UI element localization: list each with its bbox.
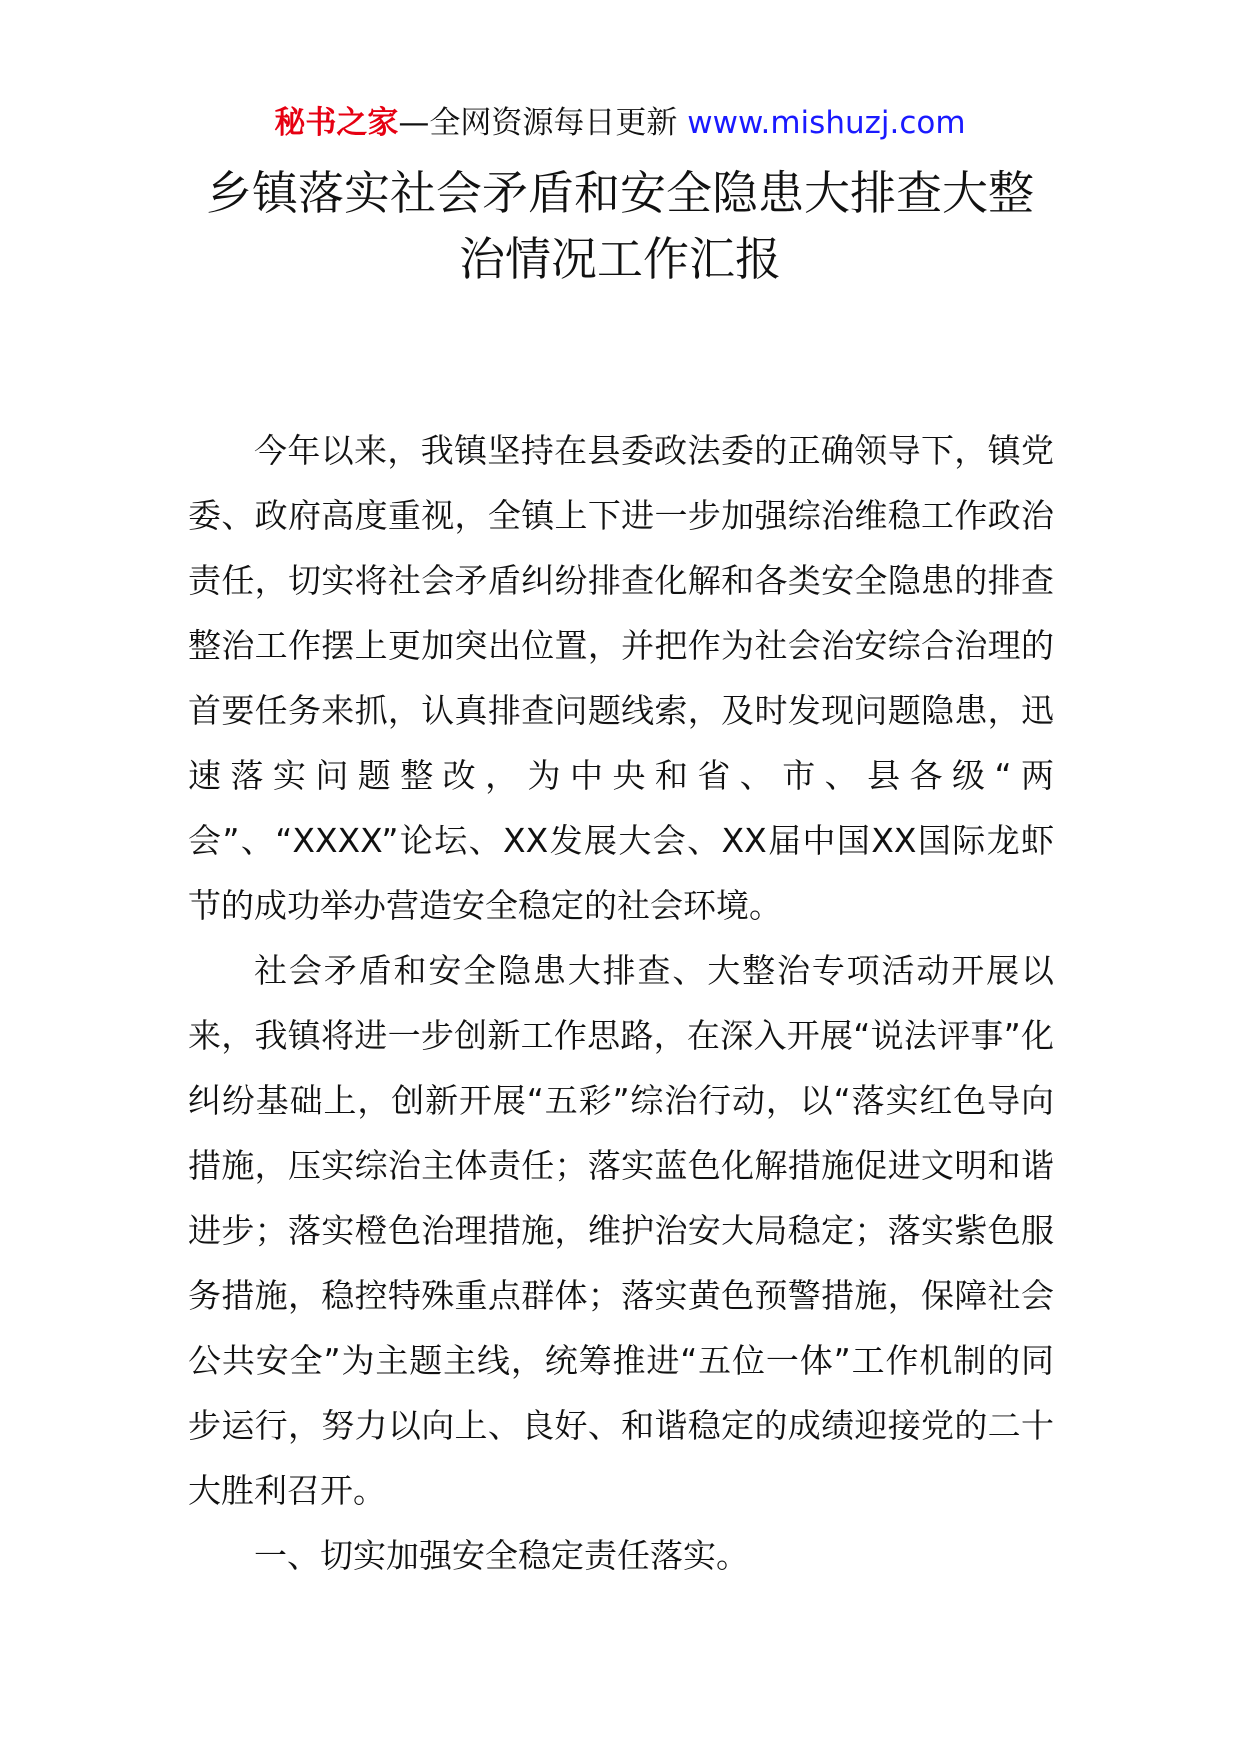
document-body	[188, 418, 1054, 1588]
site-header	[0, 102, 1240, 144]
site-brand: 秘书之家	[274, 105, 399, 141]
body-paragraph-1: 今年以来，我镇坚持在县委政法委的正确领导下，镇党委、政府高度重视，全镇上下进一步加强综治维稳工作政治责任，切实将社会矛盾纠纷排查化解和各类安全隐患的排查整治工作摆上更加突出位置，并把作为社会治安综合治理的首要任务来抓，认真排查问题线索，及时发现问题隐患，迅速落实问题整改，为中央和省、市、县各级“两会”、“XXXX”论坛、XX发展大会、XX届中国XX国际龙虾节的成功举办营造安全稳定的社会环境。	[188, 431, 1054, 925]
body-paragraph-2: 社会矛盾和安全隐患大排查、大整治专项活动开展以来，我镇将进一步创新工作思路，在深入开展“说法评事”化纠纷基础上，创新开展“五彩”综治行动，以“落实红色导向措施，压实综治主体责任；落实蓝色化解措施促进文明和谐进步；落实橙色治理措施，维护治安大局稳定；落实紫色服务措施，稳控特殊重点群体；落实黄色预警措施，保障社会公共安全”为主题主线，统筹推进“五位一体”工作机制的同步运行，努力以向上、良好、和谐稳定的成绩迎接党的二十大胜利召开。	[188, 951, 1054, 1510]
document-title-line-1: 乡镇落实社会矛盾和安全隐患大排查大整	[206, 166, 1034, 220]
section-heading-1: 一、切实加强安全稳定责任落实。	[254, 1536, 749, 1575]
site-slogan: —全网资源每日更新	[398, 105, 688, 141]
document-title-line-2: 治情况工作汇报	[459, 232, 781, 286]
document-title	[180, 160, 1060, 292]
site-url-link[interactable]: www.mishuzj.com	[687, 105, 966, 141]
